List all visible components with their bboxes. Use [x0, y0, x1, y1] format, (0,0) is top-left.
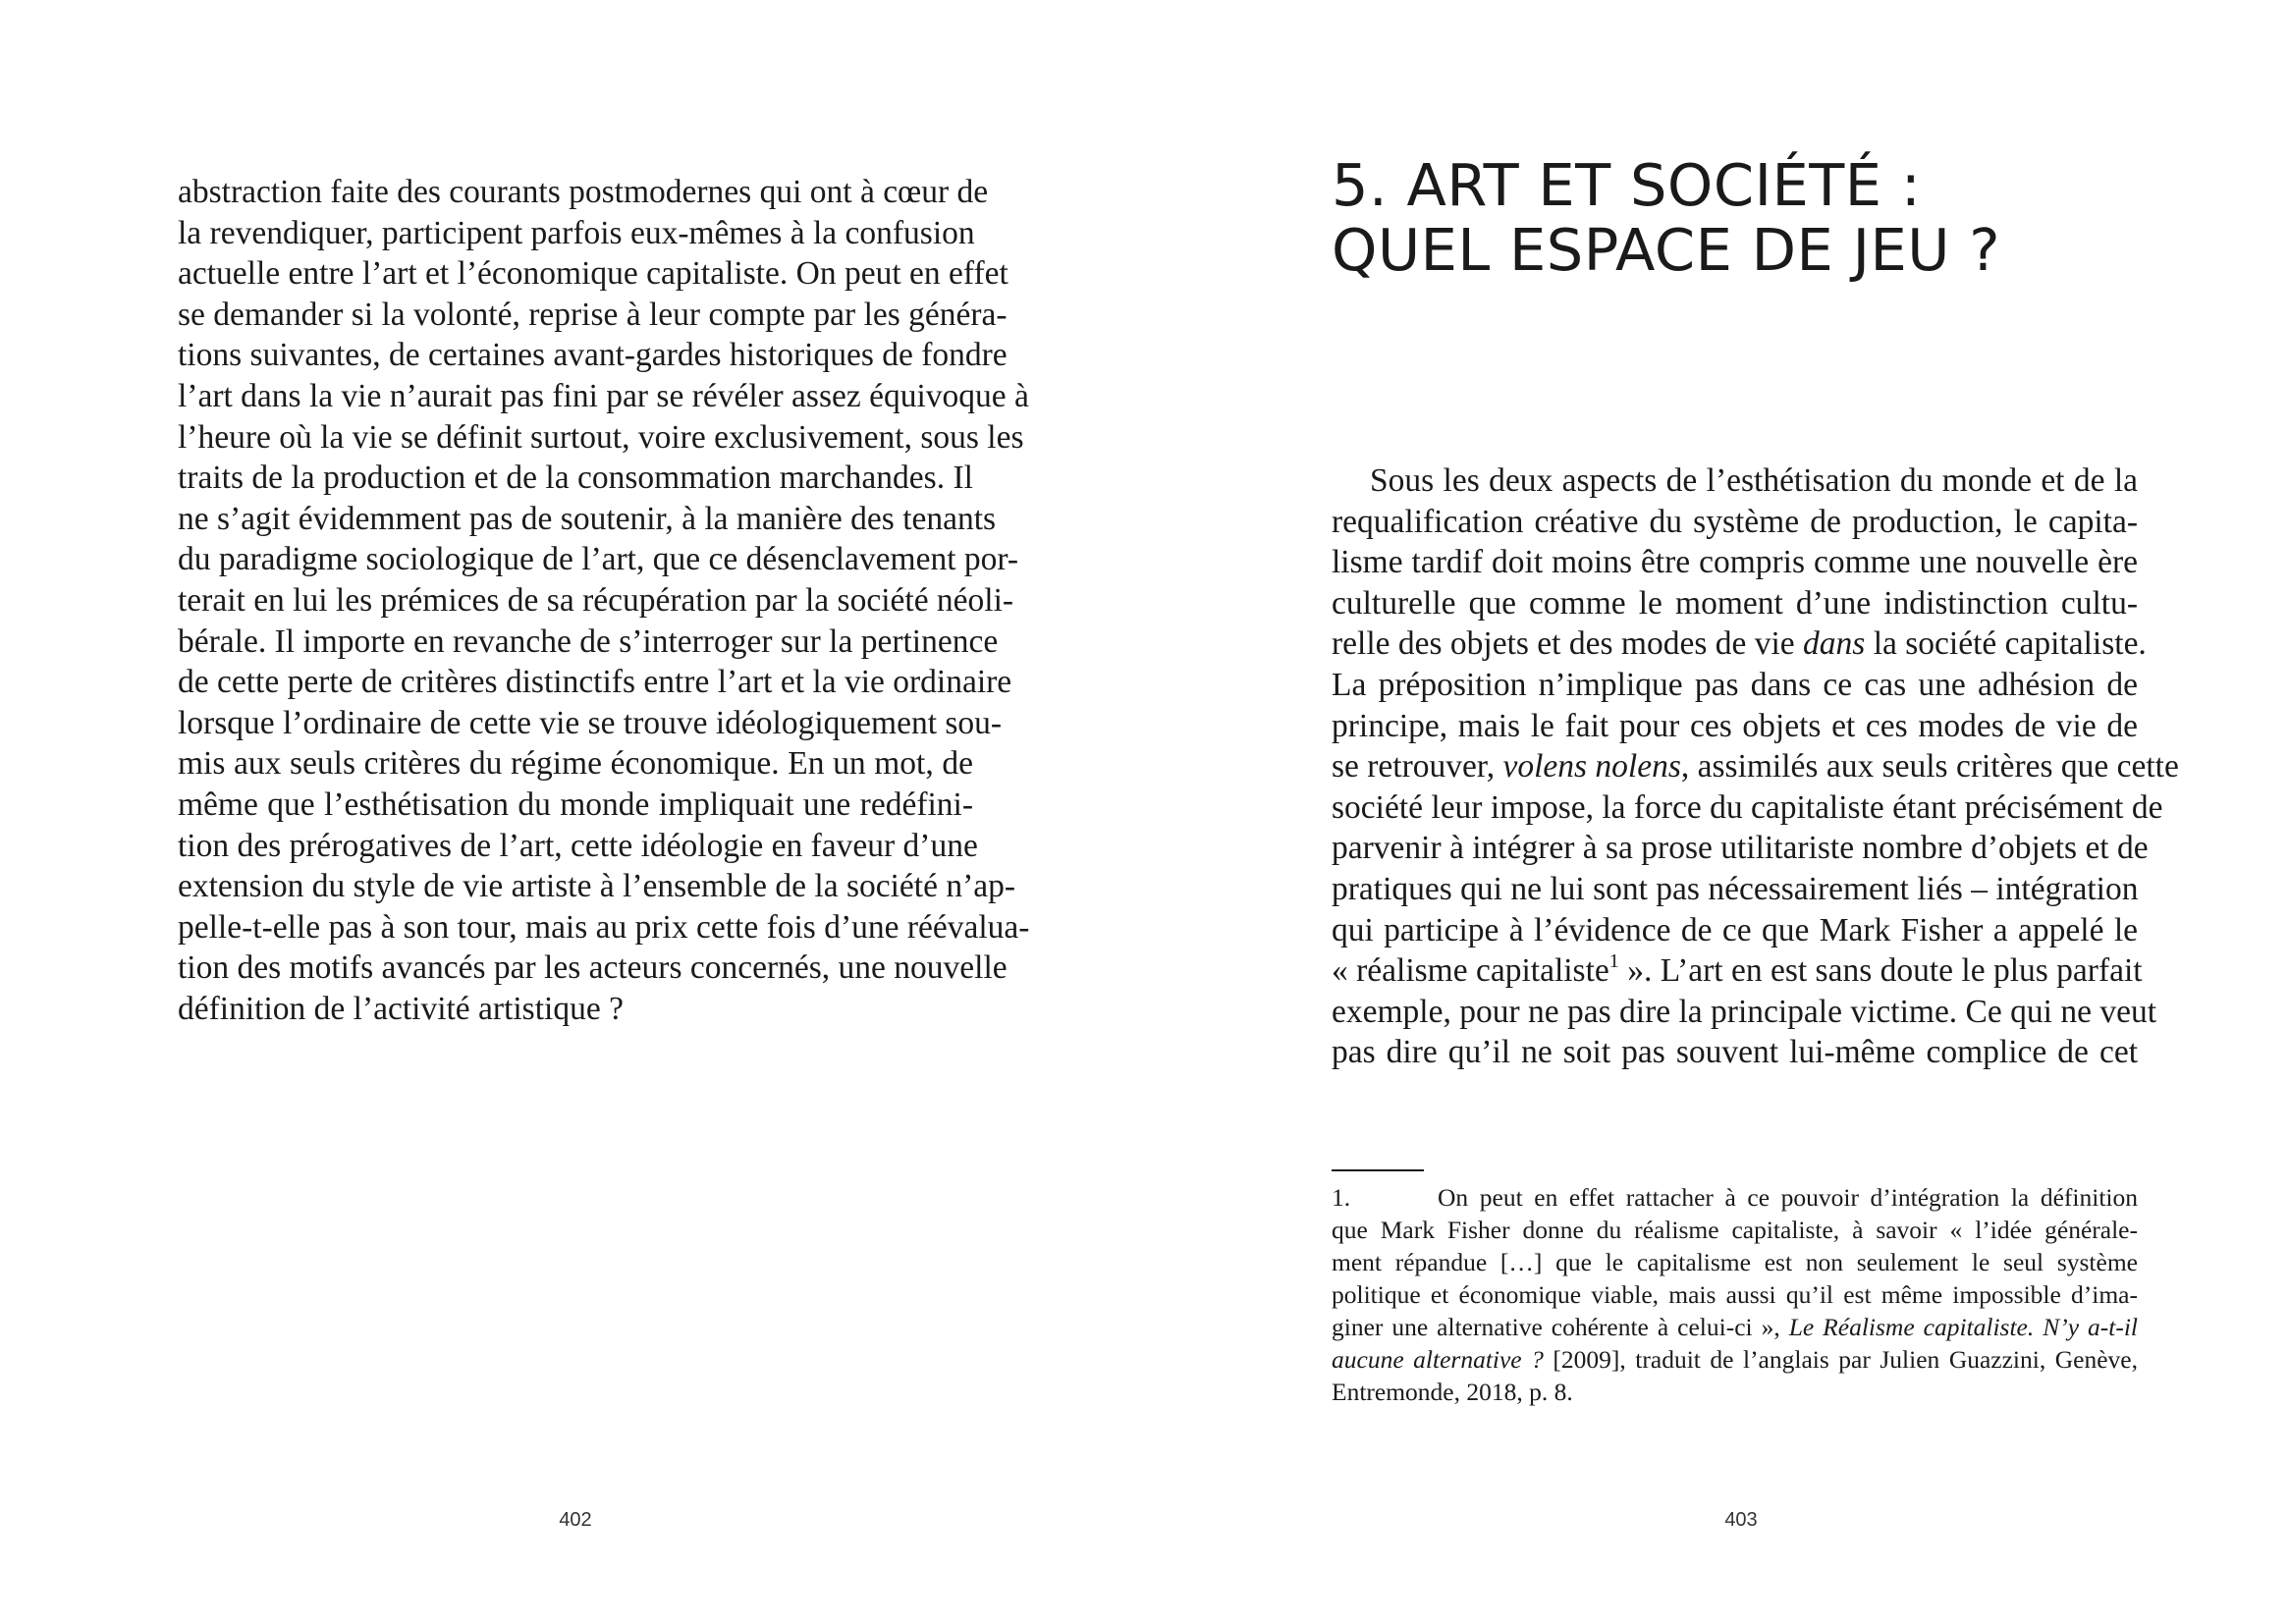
text-run: « réalisme capitaliste	[1332, 952, 1609, 990]
text-run: , assimilés aux seuls critères que cette	[1680, 748, 2179, 785]
text-line: exemple, pour ne pas dire la principale victime. Ce qui ne veut	[1332, 993, 2157, 1030]
chapter-title	[1332, 153, 2137, 283]
text-line: pelle-t-elle pas à son tour, mais au prix cette fois d’une réévalua-	[178, 908, 1030, 946]
text-line: se demander si la volonté, reprise à leur compte par les généra-	[178, 296, 1008, 333]
page-number-right: 403	[1724, 1509, 1758, 1531]
text-line: lisme tardif doit moins être compris comme une nouvelle ère	[1332, 544, 2138, 581]
footnote-line: que Mark Fisher donne du réalisme capitaliste, à savoir « l’idée générale-	[1332, 1216, 2138, 1244]
text-line: définition de l’activité artistique ?	[178, 990, 624, 1027]
text-line: mis aux seuls critères du régime économique. En un mot, de	[178, 745, 973, 783]
text-line: qui participe à l’évidence de ce que Mark Fisher a appelé le	[1332, 911, 2138, 948]
right-body-paragraph	[1332, 460, 2179, 1073]
text-line: parvenir à intégrer à sa prose utilitariste nombre d’objets et de	[1332, 830, 2149, 867]
text-line: ne s’agit évidemment pas de soutenir, à la manière des tenants	[178, 500, 997, 537]
footnote-reference[interactable]: 1	[1608, 950, 1619, 973]
footnote-line	[1332, 1311, 2138, 1343]
left-page	[0, 0, 1144, 1624]
italic-title: aucune alternative ?	[1332, 1345, 1544, 1374]
text-run: [2009], traduit de l’anglais par Julien Guazzini, Genève,	[1543, 1345, 2138, 1374]
page-number-left: 402	[559, 1509, 592, 1531]
italic-title: Le Réalisme capitaliste. N’y a-t-il	[1788, 1313, 2138, 1341]
text-line: tions suivantes, de certaines avant-gardes historiques de fondre	[178, 337, 1008, 374]
text-line	[1332, 746, 2179, 787]
chapter-title-line-2: QUEL ESPACE DE JEU ?	[1332, 216, 2001, 284]
footnote-line	[1332, 1343, 2138, 1376]
text-line: du paradigme sociologique de l’art, que ce désenclavement por-	[178, 541, 1019, 578]
text-line: tion des motifs avancés par les acteurs concernés, une nouvelle	[178, 949, 1008, 987]
text-line: l’heure où la vie se définit surtout, voire exclusivement, sous les	[178, 418, 1024, 456]
text-line: principe, mais le fait pour ces objets et ces modes de vie de	[1332, 707, 2138, 744]
footnote-number: 1.	[1332, 1183, 1351, 1212]
text-line: pratiques qui ne lui sont pas nécessairement liés – intégration	[1332, 870, 2139, 907]
text-line	[1332, 950, 2143, 992]
text-line: lorsque l’ordinaire de cette vie se trouve idéologiquement sou-	[178, 704, 1003, 741]
text-line	[1332, 623, 2147, 665]
text-line: société leur impose, la force du capitaliste étant précisément de	[1332, 788, 2163, 826]
footnote-line	[1332, 1181, 2138, 1214]
italic-word: dans	[1803, 625, 1866, 663]
chapter-title-line-1: 5. ART ET SOCIÉTÉ :	[1332, 151, 1922, 219]
left-body-paragraph	[178, 172, 1030, 1029]
text-line: actuelle entre l’art et l’économique capitaliste. On peut en effet	[178, 255, 1008, 293]
text-line: La préposition n’implique pas dans ce cas une adhésion de	[1332, 666, 2138, 703]
text-run: On peut en effet rattacher à ce pouvoir d’intégration la définition	[1438, 1183, 2138, 1212]
right-page	[1145, 0, 2289, 1624]
text-line: pas dire qu’il ne soit pas souvent lui-même complice de cet	[1332, 1034, 2138, 1071]
italic-phrase: volens nolens	[1502, 748, 1681, 785]
text-run: relle des objets et des modes de vie	[1332, 625, 1804, 663]
text-line: requalification créative du système de production, le capita-	[1332, 503, 2138, 540]
text-line: de cette perte de critères distinctifs entre l’art et la vie ordinaire	[178, 664, 1012, 701]
text-line: l’art dans la vie n’aurait pas fini par se révéler assez équivoque à	[178, 377, 1029, 414]
text-line: bérale. Il importe en revanche de s’interroger sur la pertinence	[178, 623, 999, 660]
text-line: culturelle que comme le moment d’une indistinction cultu-	[1332, 584, 2138, 622]
text-line: la revendiquer, participent parfois eux-mêmes à la confusion	[178, 214, 975, 251]
text-line: abstraction faite des courants postmodernes qui ont à cœur de	[178, 174, 989, 210]
text-line: extension du style de vie artiste à l’ensemble de la société n’ap-	[178, 868, 1016, 905]
text-line: terait en lui les prémices de sa récupération par la société néoli-	[178, 581, 1014, 619]
footnote-separator	[1332, 1169, 1424, 1171]
footnote-line: Entremonde, 2018, p. 8.	[1332, 1378, 1573, 1406]
text-line: Sous les deux aspects de l’esthétisation du monde et de la	[1370, 462, 2138, 499]
text-run: la société capitaliste.	[1865, 625, 2147, 663]
text-line: traits de la production et de la consommation marchandes. Il	[178, 460, 973, 497]
text-run: giner une alternative cohérente à celui-ci »,	[1332, 1313, 1789, 1341]
text-line: même que l’esthétisation du monde impliquait une redéfini-	[178, 785, 973, 823]
text-run: ». L’art en est sans doute le plus parfait	[1618, 952, 2143, 990]
text-line: tion des prérogatives de l’art, cette idéologie en faveur d’une	[178, 827, 978, 864]
footnote	[1332, 1181, 2138, 1408]
footnote-line: ment répandue […] que le capitalisme est non seulement le seul système	[1332, 1248, 2138, 1276]
footnote-line: politique et économique viable, mais aussi qu’il est même impossible d’ima-	[1332, 1280, 2138, 1309]
text-run: se retrouver,	[1332, 748, 1503, 785]
